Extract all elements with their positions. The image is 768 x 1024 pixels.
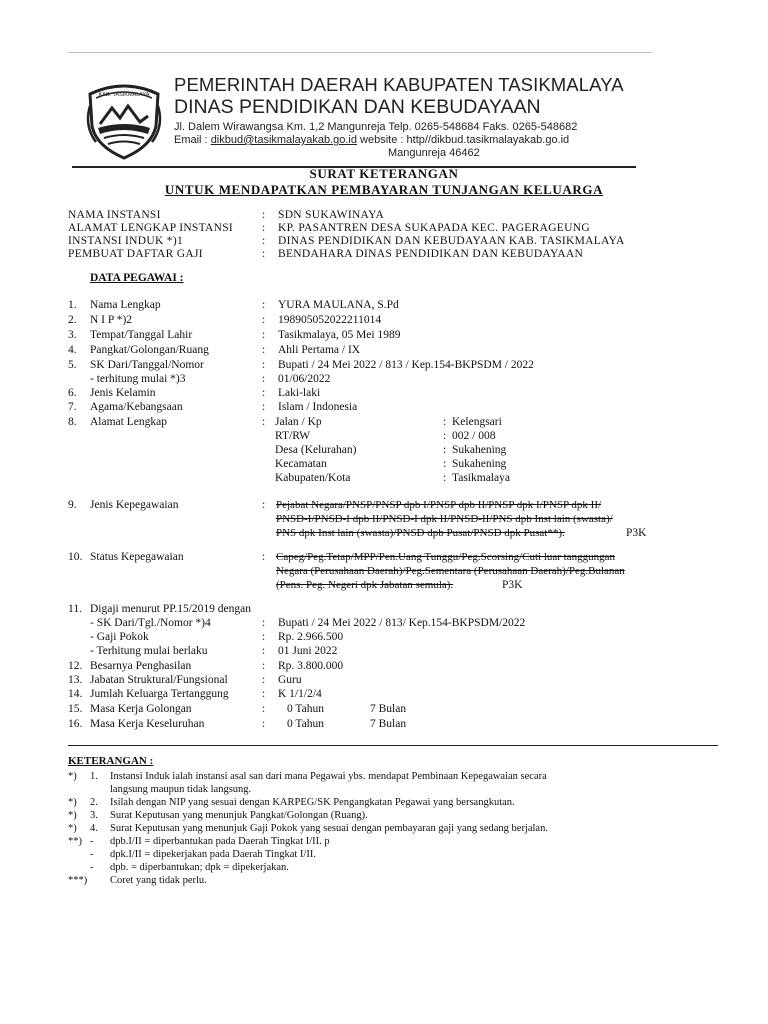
colon: : [262,373,266,385]
note-mark: *) [68,771,77,782]
item-label: SK Dari/Tanggal/Nomor [90,359,204,371]
address-label: RT/RW [275,430,311,442]
item-no: 6. [68,387,77,399]
notes-title: KETERANGAN : [68,755,154,767]
colon: : [262,314,266,326]
item-label: Nama Lengkap [90,299,161,311]
letterhead-address: Jl. Dalem Wirawangsa Km. 1,2 Mangunreja Telp. 0265-548684 Faks. 0265-548682 [174,121,578,133]
colon: : [262,631,266,643]
note-mark: *) [68,823,77,834]
address-value: Sukahening [452,444,507,456]
struck-option-line: PNSD-I/PNSD-I dpb II/PNSD-I dpk II/PNSD-II/PNS dpb Inst lain (swasta)/ [276,513,613,525]
item-no: 8. [68,416,77,428]
service-months: 7 Bulan [370,703,407,715]
item-no: 11. [68,603,82,615]
email-link[interactable]: dikbud@tasikmalayakab.go.id [210,134,357,146]
item-label: - Gaji Pokok [90,631,149,643]
item-value: Bupati / 24 Mei 2022 / 813 / Kep.154-BKPSDM / 2022 [278,359,534,371]
item-value: 01 Juni 2022 [278,645,338,657]
notes-divider [68,745,718,746]
note-no: 4. [90,823,98,834]
note-text: dpb.I/II = diperbantukan pada Daerah Tingkat I/II. p [110,836,330,847]
item-no: 4. [68,344,77,356]
field-label: ALAMAT LENGKAP INSTANSI [68,222,234,234]
colon: : [262,299,266,311]
address-value: Tasikmalaya [452,472,510,484]
note-text: Isilah dengan NIP yang sesuai dengan KARPEG/SK Pengangkatan Pegawai yang bersangkutan. [110,797,515,808]
doc-subtitle: UNTUK MENDAPATKAN PEMBAYARAN TUNJANGAN KELUARGA [164,182,604,197]
field-label: INSTANSI INDUK *)1 [68,235,183,247]
item-label: Jenis Kepegawaian [90,499,179,511]
item-label: Masa Kerja Golongan [90,703,192,715]
top-rule [68,52,652,53]
item-label: Digaji menurut PP.15/2019 dengan [90,603,251,615]
employment-type-tag: P3K [626,527,647,539]
colon: : [262,387,266,399]
field-value: DINAS PENDIDIKAN DAN KEBUDAYAAN KAB. TASIKMALAYA [278,235,625,247]
regency-logo [82,76,166,160]
colon: : [262,235,266,247]
item-label: Besarnya Penghasilan [90,660,192,672]
address-label: Jalan / Kp [275,416,322,428]
colon: : [262,416,266,428]
field-value: KP. PASANTREN DESA SUKAPADA KEC. PAGERAGEUNG [278,222,590,234]
item-value: K 1/1/2/4 [278,688,322,700]
colon: : [443,416,447,428]
colon: : [262,645,266,657]
item-value: Bupati / 24 Mei 2022 / 813/ Kep.154-BKPSDM/2022 [278,617,526,629]
note-no: 3. [90,810,98,821]
letterhead-government: PEMERINTAH DAERAH KABUPATEN TASIKMALAYA [174,74,624,95]
struck-option-line: (Pens. Peg. Negeri dpk Jabatan semula). [276,579,454,591]
item-value: 01/06/2022 [278,373,331,385]
address-value: Sukahening [452,458,507,470]
colon: : [262,359,266,371]
item-no: 15. [68,703,83,715]
item-no: 14. [68,688,83,700]
item-value: Tasikmalaya, 05 Mei 1989 [278,329,401,341]
note-no: 1. [90,771,98,782]
logo-text: KAB. TASIKMALAYA [98,92,150,98]
colon: : [262,660,266,672]
colon: : [262,209,266,221]
colon: : [262,401,266,413]
item-value: Rp. 3.800.000 [278,660,344,672]
colon: : [443,444,447,456]
item-label: Jenis Kelamin [90,387,156,399]
employment-status-tag: P3K [502,579,523,591]
item-value: Guru [278,674,302,686]
item-label: Agama/Kebangsaan [90,401,183,413]
item-no: 10. [68,551,83,563]
section-title: DATA PEGAWAI : [90,272,184,284]
colon: : [262,551,266,563]
item-value: Islam / Indonesia [278,401,358,413]
note-no: - [90,836,94,847]
address-label: Kabupaten/Kota [275,472,351,484]
item-no: 3. [68,329,77,341]
colon: : [443,472,447,484]
note-text: Coret yang tidak perlu. [110,875,207,886]
item-label: Tempat/Tanggal Lahir [90,329,193,341]
field-label: NAMA INSTANSI [68,209,161,221]
address-value: Kelengsari [452,416,502,428]
item-label: - Terhitung mulai berlaku [90,645,208,657]
note-mark: *) [68,810,77,821]
struck-option-line: Negara (Perusahaan Daerah)/Peg.Sementara (Perusahaan Daerah)/Peg.Bulanan [276,565,625,577]
colon: : [262,222,266,234]
doc-title: SURAT KETERANGAN [309,166,459,181]
item-no: 12. [68,660,83,672]
colon: : [262,674,266,686]
item-no: 7. [68,401,77,413]
letterhead-contact: Email : dikbud@tasikmalayakab.go.id website : http//dikbud.tasikmalayakab.go.id [174,134,570,146]
colon: : [262,499,266,511]
colon: : [262,617,266,629]
address-value: 002 / 008 [452,430,496,442]
item-value: YURA MAULANA, S.Pd [278,299,399,311]
item-label: Status Kepegawaian [90,551,184,563]
item-no: 2. [68,314,77,326]
service-months: 7 Bulan [370,718,407,730]
struck-option-line: PNS dpk Inst lain (swasta)/PNSD dpb Pusat/PNSD dpk Pusat**). [276,527,565,539]
field-value: BENDAHARA DINAS PENDIDIKAN DAN KEBUDAYAAN [278,248,584,260]
service-years: 0 Tahun [287,718,324,730]
note-text: dpk.I/II = dipekerjakan pada Daerah Tingkat I/II. [110,849,316,860]
item-label: Masa Kerja Keseluruhan [90,718,205,730]
item-no: 13. [68,674,83,686]
note-no: 2. [90,797,98,808]
item-label: Alamat Lengkap [90,416,167,428]
address-label: Kecamatan [275,458,327,470]
colon: : [443,458,447,470]
note-no: - [90,862,94,873]
item-no: 1. [68,299,77,311]
note-text: Instansi Induk ialah instansi asal san dari mana Pegawai ybs. mendapat Pembinaan Kepegawaian secara [110,771,547,782]
item-label: Pangkat/Golongan/Ruang [90,344,209,356]
note-text: Surat Keputusan yang menunjuk Gaji Pokok yang sesuai dengan pembayaran gaji yang sedang berjalan. [110,823,548,834]
note-mark: ***) [68,875,88,886]
note-text: dpb. = diperbantukan; dpk = dipekerjakan. [110,862,289,873]
note-text: langsung maupun tidak langsung. [110,784,252,795]
field-value: SDN SUKAWINAYA [278,209,385,221]
letterhead [174,74,624,160]
item-no: 9. [68,499,77,511]
colon: : [262,718,266,730]
item-no: 5. [68,359,77,371]
service-years: 0 Tahun [287,703,324,715]
field-label: PEMBUAT DAFTAR GAJI [68,248,203,260]
colon: : [443,430,447,442]
letterhead-city: Mangunreja 46462 [388,147,480,159]
note-mark: **) [68,836,82,847]
item-value: Ahli Pertama / IX [278,344,361,356]
colon: : [262,344,266,356]
item-label: Jabatan Struktural/Fungsional [90,674,228,686]
note-text: Surat Keputusan yang menunjuk Pangkat/Golongan (Ruang). [110,810,368,821]
item-value: 198905052022211014 [278,314,382,326]
letterhead-agency: DINAS PENDIDIKAN DAN KEBUDAYAAN [174,96,541,118]
colon: : [262,248,266,260]
colon: : [262,703,266,715]
address-label: Desa (Kelurahan) [275,444,357,456]
note-mark: *) [68,797,77,808]
note-no: - [90,849,94,860]
struck-option-line: Pejabat Negara/PNSP/PNSP dpb I/PNSP dpb II/PNSP dpk I/PNSP dpk II/ [276,499,602,511]
item-label: N I P *)2 [90,314,133,326]
item-label: - terhitung mulai *)3 [90,373,186,385]
colon: : [262,688,266,700]
item-no: 16. [68,718,83,730]
item-value: Laki-laki [278,387,321,399]
item-label: - SK Dari/Tgl./Nomor *)4 [90,617,211,629]
item-value: Rp. 2.966.500 [278,631,344,643]
item-label: Jumlah Keluarga Tertanggung [90,688,229,700]
struck-option-line: Capeg/Peg.Tetap/MPP/Pen.Uang Tunggu/Peg.Scorsing/Cuti luar tanggungan [276,551,616,563]
colon: : [262,329,266,341]
